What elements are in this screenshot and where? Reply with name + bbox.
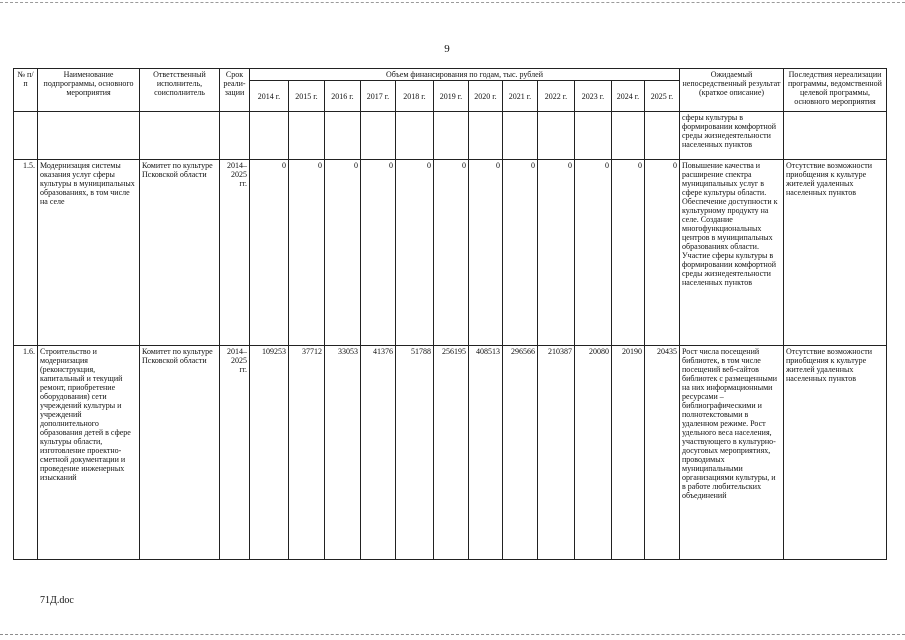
row-value: 0 bbox=[289, 160, 325, 346]
row-value: 0 bbox=[469, 160, 503, 346]
row-num bbox=[14, 112, 38, 160]
row-value: 256195 bbox=[434, 346, 469, 560]
row-value: 41376 bbox=[361, 346, 396, 560]
header-year: 2022 г. bbox=[538, 81, 575, 112]
row-executor: Комитет по культуре Псковской области bbox=[140, 160, 220, 346]
row-value: 109253 bbox=[250, 346, 289, 560]
row-result: Повышение качества и расширение спектра муниципальных услуг в сфере культуры области. Обеспечение доступности к культурному продукту на селе. Создание многофункциональных центров в муниципальных образованиях области. Участие сферы культуры в формировании комфортной среды жизнедеятельности населенных пунктов bbox=[680, 160, 784, 346]
row-value: 0 bbox=[575, 160, 612, 346]
row-value bbox=[645, 112, 680, 160]
row-value bbox=[361, 112, 396, 160]
row-consequences bbox=[784, 112, 887, 160]
row-value: 0 bbox=[503, 160, 538, 346]
row-value bbox=[396, 112, 434, 160]
header-consequences: Последствия нереализации программы, ведомственной целевой программы, основного мероприятия bbox=[784, 69, 887, 112]
row-value: 0 bbox=[396, 160, 434, 346]
row-value: 20080 bbox=[575, 346, 612, 560]
row-value bbox=[469, 112, 503, 160]
row-executor bbox=[140, 112, 220, 160]
row-value: 37712 bbox=[289, 346, 325, 560]
table-row bbox=[14, 112, 887, 160]
header-year: 2024 г. bbox=[612, 81, 645, 112]
row-value bbox=[612, 112, 645, 160]
header-row-1 bbox=[14, 69, 887, 81]
row-value bbox=[434, 112, 469, 160]
scan-edge-top bbox=[0, 2, 905, 3]
header-year: 2025 г. bbox=[645, 81, 680, 112]
row-value bbox=[250, 112, 289, 160]
header-year: 2014 г. bbox=[250, 81, 289, 112]
row-consequences: Отсутствие возможности приобщения к культуре жителей удаленных населенных пунктов bbox=[784, 346, 887, 560]
row-value bbox=[503, 112, 538, 160]
header-num: № п/п bbox=[14, 69, 38, 112]
row-result: Рост числа посещений библиотек, в том числе посещений веб-сайтов библиотек с размещенными на них информационными ресурсами – библиографическими и полнотекстовыми в удаленном режиме. Рост удельного веса населения, участвующего в культурно-досуговых мероприятиях, проводимых муниципальными организациями культуры, и в работе любительских объединений bbox=[680, 346, 784, 560]
page-number: 9 bbox=[444, 43, 450, 55]
row-value: 51788 bbox=[396, 346, 434, 560]
header-year: 2020 г. bbox=[469, 81, 503, 112]
row-value: 408513 bbox=[469, 346, 503, 560]
row-value: 210387 bbox=[538, 346, 575, 560]
table-row bbox=[14, 160, 887, 346]
row-value: 0 bbox=[325, 160, 361, 346]
row-value: 20435 bbox=[645, 346, 680, 560]
row-value: 20190 bbox=[612, 346, 645, 560]
scan-edge-bottom bbox=[0, 634, 905, 635]
row-value: 0 bbox=[612, 160, 645, 346]
row-value bbox=[575, 112, 612, 160]
row-value: 0 bbox=[250, 160, 289, 346]
row-value: 296566 bbox=[503, 346, 538, 560]
row-name: Модернизация системы оказания услуг сферы культуры в муниципальных образованиях, в том числе на селе bbox=[38, 160, 140, 346]
row-term: 2014–2025 гг. bbox=[220, 346, 250, 560]
header-term: Срок реали-зации bbox=[220, 69, 250, 112]
row-value: 0 bbox=[645, 160, 680, 346]
row-result: сферы культуры в формировании комфортной среды жизнедеятельности населенных пунктов bbox=[680, 112, 784, 160]
row-consequences: Отсутствие возможности приобщения к культуре жителей удаленных населенных пунктов bbox=[784, 160, 887, 346]
row-value bbox=[325, 112, 361, 160]
header-year: 2021 г. bbox=[503, 81, 538, 112]
row-value bbox=[289, 112, 325, 160]
row-executor: Комитет по культуре Псковской области bbox=[140, 346, 220, 560]
header-year: 2016 г. bbox=[325, 81, 361, 112]
header-year: 2018 г. bbox=[396, 81, 434, 112]
row-term: 2014–2025 гг. bbox=[220, 160, 250, 346]
header-name: Наименование подпрограммы, основного мероприятия bbox=[38, 69, 140, 112]
header-year: 2015 г. bbox=[289, 81, 325, 112]
program-table bbox=[13, 68, 887, 560]
row-value: 0 bbox=[434, 160, 469, 346]
header-finance-title: Объем финансирования по годам, тыс. рублей bbox=[250, 69, 680, 81]
row-value: 0 bbox=[538, 160, 575, 346]
header-year: 2017 г. bbox=[361, 81, 396, 112]
row-value: 33053 bbox=[325, 346, 361, 560]
row-value bbox=[538, 112, 575, 160]
header-year: 2023 г. bbox=[575, 81, 612, 112]
header-executor: Ответственный исполнитель, соисполнитель bbox=[140, 69, 220, 112]
row-term bbox=[220, 112, 250, 160]
row-num: 1.6. bbox=[14, 346, 38, 560]
row-name: Строительство и модернизация (реконструкция, капитальный и текущий ремонт, приобретение оборудования) сети учреждений культуры и учреждений дополнительного образования детей в сфере культуры области, изготовление проектно-сметной документации и проведение инженерных изысканий bbox=[38, 346, 140, 560]
row-num: 1.5. bbox=[14, 160, 38, 346]
row-value: 0 bbox=[361, 160, 396, 346]
table-row bbox=[14, 346, 887, 560]
header-result: Ожидаемый непосредственный результат (краткое описание) bbox=[680, 69, 784, 112]
header-year: 2019 г. bbox=[434, 81, 469, 112]
footer-filename: 71Д.doc bbox=[40, 595, 74, 606]
row-name bbox=[38, 112, 140, 160]
